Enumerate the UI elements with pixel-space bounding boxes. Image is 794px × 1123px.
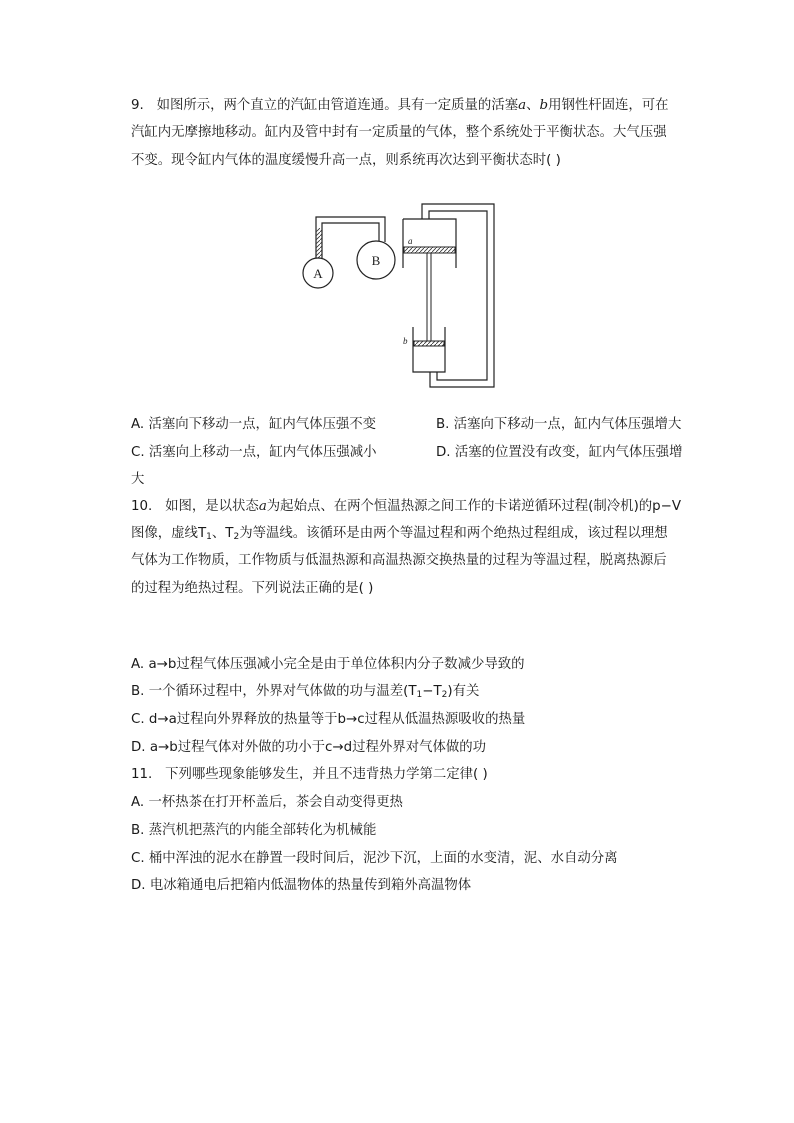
q10-stem-line3: 气体为工作物质，工作物质与低温热源和高温热源交换热量的过程为等温过程，脱离热源后 bbox=[131, 553, 667, 568]
q10-stem-line2: 图像，虚线$T_1$、$T_2$为等温线。该循环是由两个等温过程和两个绝热过程组成，该过程以理想 bbox=[131, 526, 668, 542]
q10-stem-line4: 的过程为绝热过程。下列说法正确的是( ) bbox=[131, 581, 374, 596]
piston-a-label: a bbox=[408, 236, 413, 246]
q9-option-c: C. 活塞向上移动一点，缸内气体压强减小 bbox=[131, 445, 377, 460]
q10-option-a: A. a→b过程气体压强减小完全是由于单位体积内分子数减少导致的 bbox=[131, 657, 525, 672]
q10-stem-line1: 10. 如图，是以状态a为起始点、在两个恒温热源之间工作的卡诺逆循环过程(制冷机)的p−V bbox=[131, 499, 682, 514]
cylinder-figure bbox=[300, 200, 500, 395]
lower-cylinder bbox=[413, 327, 445, 372]
piston-a bbox=[404, 247, 455, 253]
q10-option-c: C. d→a过程向外界释放的热量等于b→c过程从低温热源吸收的热量 bbox=[131, 712, 526, 727]
bulb-b-label: B bbox=[371, 253, 381, 268]
inner-tube bbox=[429, 211, 487, 380]
q9-stem-line2: 汽缸内无摩擦地移动。缸内及管中封有一定质量的气体，整个系统处于平衡状态。大气压强 bbox=[131, 125, 667, 140]
piston-b-label: b bbox=[403, 336, 408, 346]
liquid-column bbox=[317, 228, 322, 258]
q11-option-d: D. 电冰箱通电后把箱内低温物体的热量传到箱外高温物体 bbox=[131, 878, 472, 893]
piston-b bbox=[414, 341, 444, 346]
q11-stem: 11. 下列哪些现象能够发生，并且不违背热力学第二定律( ) bbox=[131, 767, 488, 782]
q10-option-b: B. 一个循环过程中，外界对气体做的功与温差$(T_1-T_2)$有关 bbox=[131, 684, 480, 700]
q10-option-d: D. a→b过程气体对外做的功小于c→d过程外界对气体做的功 bbox=[131, 740, 487, 755]
q9-option-b: B. 活塞向下移动一点，缸内气体压强增大 bbox=[436, 417, 682, 432]
q10-number: 10. bbox=[131, 499, 153, 514]
q11-option-c: C. 桶中浑浊的泥水在静置一段时间后，泥沙下沉，上面的水变清，泥、水自动分离 bbox=[131, 851, 618, 866]
q9-option-a: A. 活塞向下移动一点，缸内气体压强不变 bbox=[131, 417, 377, 432]
bulb-a-label: A bbox=[313, 266, 323, 281]
q11-number: 11. bbox=[131, 767, 153, 782]
q9-stem-line1: 9. 如图所示，两个直立的汽缸由管道连通。具有一定质量的活塞a、b用钢性杆固连，可在 bbox=[131, 98, 669, 113]
q9-number: 9. bbox=[131, 98, 144, 113]
q11-option-a: A. 一杯热茶在打开杯盖后，茶会自动变得更热 bbox=[131, 795, 403, 810]
q9-option-d-wrap: 大 bbox=[131, 472, 145, 487]
outer-tube bbox=[422, 204, 494, 387]
q11-option-b: B. 蒸汽机把蒸汽的内能全部转化为机械能 bbox=[131, 823, 377, 838]
q9-option-d: D. 活塞的位置没有改变，缸内气体压强增 bbox=[436, 445, 683, 460]
q9-stem-line3: 不变。现令缸内气体的温度缓慢升高一点，则系统再次达到平衡状态时( ) bbox=[131, 153, 561, 168]
